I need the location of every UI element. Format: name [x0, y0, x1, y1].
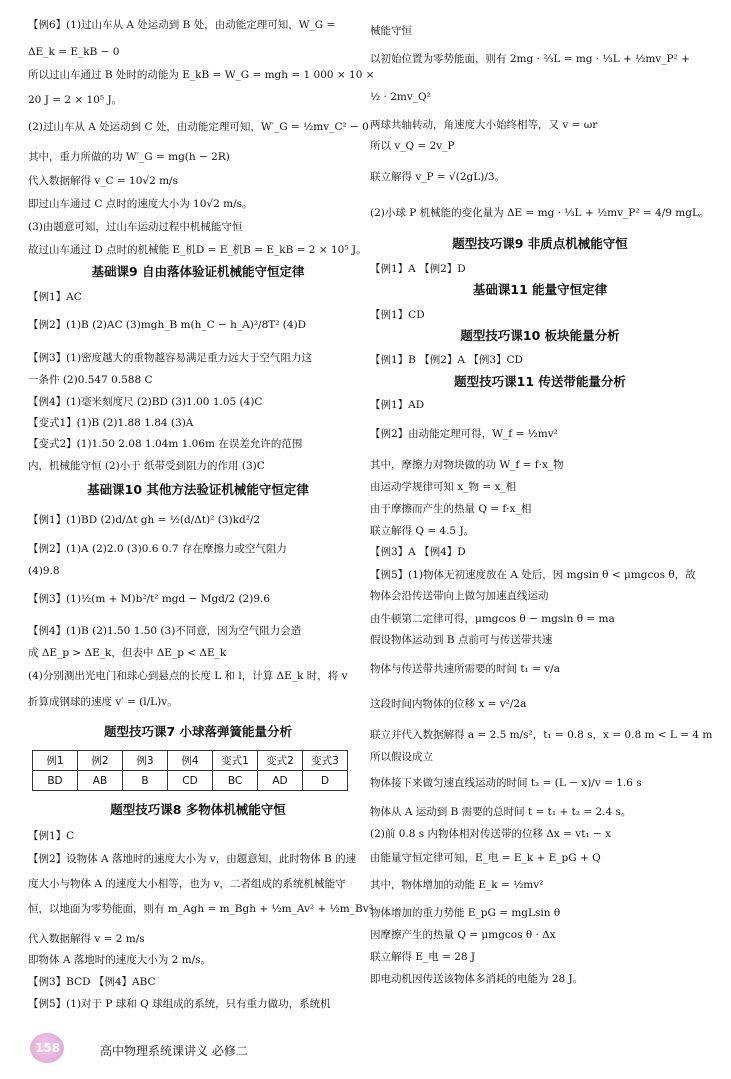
table-cell: CD: [168, 771, 213, 791]
text-line: (2)前 0.8 s 内物体相对传送带的位移 Δx = vt₁ − x: [370, 828, 612, 840]
text-line: 由牛顿第二定律可得，μmgcos θ − mgsin θ = ma: [370, 613, 615, 625]
section-heading: 基础课9 自由落体验证机械能守恒定律: [91, 264, 305, 279]
table-header-cell: 变式3: [303, 751, 348, 771]
text-line: 【例5】(1)物体无初速度放在 A 处后，因 mgsin θ < μmgcos θ，故: [370, 569, 696, 581]
text-line: 代入数据解得 v = 2 m/s: [28, 933, 145, 945]
table-header-cell: 变式2: [258, 751, 303, 771]
section-heading: 题型技巧课9 非质点机械能守恒: [452, 236, 628, 251]
table-header-cell: 变式1: [213, 751, 258, 771]
text-line: 【例2】(1)A (2)2.0 (3)0.6 0.7 存在摩擦力或空气阻力: [28, 543, 287, 555]
text-line: (4)9.8: [28, 565, 60, 577]
text-line: 【例3】(1)密度越大的重物越容易满足重力远大于空气阻力这: [28, 352, 313, 364]
text-line: 成 ΔE_p > ΔE_k，但表中 ΔE_p < ΔE_k: [28, 647, 227, 659]
text-line: ½ · 2mv_Q²: [370, 91, 431, 103]
text-line: 由于摩擦而产生的热量 Q = f·x_相: [370, 503, 532, 515]
table-header-cell: 例3: [123, 751, 168, 771]
text-line: 所以过山车通过 B 处时的动能为 E_kB = W_G = mgh = 1 000 × 10 ×: [28, 69, 375, 81]
text-line: 【例2】由动能定理可得，W_f = ½mv²: [370, 428, 558, 440]
text-line: 这段时间内物体的位移 x = v²/2a: [370, 698, 527, 710]
text-line: 由能量守恒定律可知，E_电 = E_k + E_pG + Q: [370, 852, 601, 864]
table-header-cell: 例1: [33, 751, 78, 771]
table-header-cell: 例4: [168, 751, 213, 771]
text-line: 物体与传送带共速所需要的时间 t₁ = v/a: [370, 663, 560, 675]
text-line: 折算成钢球的速度 v′ = (l/L)v。: [28, 696, 178, 708]
text-line: 故过山车通过 D 点时的机械能 E_机D = E_机B = E_kB = 2 × 10⁵ J。: [28, 244, 367, 256]
section-heading: 题型技巧课11 传送带能量分析: [454, 374, 626, 389]
text-line: 以初始位置为零势能面，则有 2mg · ⅔L = mg · ⅓L + ½mv_P² +: [370, 53, 690, 65]
text-line: 【例4】(1)B (2)1.50 1.50 (3)不同意，因为空气阻力会造: [28, 625, 302, 637]
text-line: 【例4】(1)毫米刻度尺 (2)BD (3)1.00 1.05 (4)C: [28, 396, 263, 408]
text-line: 所以 v_Q = 2v_P: [370, 140, 455, 152]
text-line: 【例1】AC: [28, 291, 82, 303]
text-line: 【变式1】(1)B (2)1.88 1.84 (3)A: [28, 417, 194, 429]
table-cell: B: [123, 771, 168, 791]
table-cell: D: [303, 771, 348, 791]
answer-table: [32, 750, 348, 791]
text-line: (2)小球 P 机械能的变化量为 ΔE = mg · ⅓L + ½mv_P² = 4/9 mgL。: [370, 207, 710, 219]
text-line: 【例3】BCD 【例4】ABC: [28, 976, 156, 988]
text-line: 物体接下来做匀速直线运动的时间 t₂ = (L − x)/v = 1.6 s: [370, 777, 642, 789]
page-number: 158: [35, 1041, 61, 1055]
text-line: 【例1】C: [28, 830, 75, 842]
text-line: (2)过山车从 A 处运动到 C 处，由动能定理可知，W′_G = ½mv_C² − 0: [28, 121, 369, 133]
text-line: 物体从 A 运动到 B 需要的总时间 t = t₁ + t₂ = 2.4 s。: [370, 806, 632, 818]
text-line: 【例2】(1)B (2)AC (3)mgh_B m(h_C − h_A)²/8T² (4)D: [28, 319, 307, 331]
text-line: 其中，摩擦力对物块做的功 W_f = f·x_物: [370, 459, 564, 471]
text-line: (3)由题意可知，过山车运动过程中机械能守恒: [28, 221, 243, 233]
text-line: 即物体 A 落地时的速度大小为 2 m/s。: [28, 954, 211, 966]
text-line: ΔE_k = E_kB − 0: [28, 46, 120, 58]
text-line: 联立解得 Q = 4.5 J。: [370, 525, 475, 537]
text-line: 因摩擦产生的热量 Q = μmgcos θ · Δx: [370, 929, 556, 941]
text-line: 械能守恒: [370, 25, 412, 37]
section-heading: 基础课11 能量守恒定律: [472, 282, 608, 297]
text-line: 【例3】(1)½(m + M)b²/t² mgd − Mgd/2 (2)9.6: [28, 593, 271, 605]
table-cell: AD: [258, 771, 303, 791]
text-line: 假设物体运动到 B 点前可与传送带共速: [370, 634, 553, 646]
text-line: 联立解得 v_P = √(2gL)/3。: [370, 171, 506, 183]
text-line: 所以假设成立: [370, 751, 433, 763]
table-header-cell: 例2: [78, 751, 123, 771]
table-row: [33, 751, 348, 771]
section-heading: 基础课10 其他方法验证机械能守恒定律: [87, 482, 309, 497]
text-line: 物体增加的重力势能 E_pG = mgLsin θ: [370, 907, 561, 919]
text-line: 联立解得 E_电 = 28 J: [370, 951, 476, 963]
text-line: 即过山车通过 C 点时的速度大小为 10√2 m/s。: [28, 198, 253, 210]
text-line: 代入数据解得 v_C = 10√2 m/s: [28, 175, 178, 187]
text-line: 联立并代入数据解得 a = 2.5 m/s²，t₁ = 0.8 s，x = 0.8 m < L = 4 m: [370, 729, 713, 741]
text-line: 20 J = 2 × 10⁵ J。: [28, 94, 123, 106]
text-line: 物体会沿传送带向上做匀加速直线运动: [370, 590, 549, 602]
section-heading: 题型技巧课10 板块能量分析: [460, 328, 620, 343]
book-title: 高中物理系统课讲义 必修二: [100, 1044, 248, 1058]
text-line: 【例3】A 【例4】D: [370, 546, 466, 558]
text-line: 【例1】A 【例2】D: [370, 263, 466, 275]
text-line: 一条件 (2)0.547 0.588 C: [28, 374, 153, 386]
table-cell: AB: [78, 771, 123, 791]
text-line: 【例1】B 【例2】A 【例3】CD: [370, 354, 523, 366]
table-row: [33, 771, 348, 791]
text-line: 【例1】(1)BD (2)d/Δt gh = ½(d/Δt)² (3)kd²/2: [28, 514, 261, 526]
text-line: 由运动学规律可知 x_物 = x_相: [370, 481, 517, 493]
text-line: 【例1】CD: [370, 309, 425, 321]
text-line: 【例5】(1)对于 P 球和 Q 球组成的系统，只有重力做功，系统机: [28, 998, 331, 1010]
section-heading: 题型技巧课8 多物体机械能守恒: [110, 802, 286, 817]
section-heading: 题型技巧课7 小球落弹簧能量分析: [103, 724, 293, 739]
text-line: 其中，物体增加的动能 E_k = ½mv²: [370, 879, 544, 891]
text-line: 【例1】AD: [370, 399, 425, 411]
text-line: 【例6】(1)过山车从 A 处运动到 B 处，由动能定理可知，W_G =: [28, 19, 336, 31]
text-line: 度大小与物体 A 的速度大小相等，也为 v，二者组成的系统机械能守: [28, 878, 346, 890]
text-line: 【变式2】(1)1.50 2.08 1.04m 1.06m 在误差允许的范围: [28, 438, 303, 450]
table-cell: BD: [33, 771, 78, 791]
text-line: 恒，以地面为零势能面，则有 m_Agh = m_Bgh + ½m_Av² + ½m_Bv²: [28, 903, 373, 915]
text-line: 【例2】设物体 A 落地时的速度大小为 v，由题意知，此时物体 B 的速: [28, 853, 357, 865]
table-cell: BC: [213, 771, 258, 791]
text-line: (4)分别测出光电门和球心到悬点的长度 L 和 l，计算 ΔE_k 时，将 v: [28, 670, 348, 682]
text-line: 其中，重力所做的功 W′_G = mg(h − 2R): [28, 151, 230, 163]
text-line: 两球共轴转动，角速度大小始终相等，又 v = ωr: [370, 119, 598, 131]
text-line: 内，机械能守恒 (2)小于 纸带受到阻力的作用 (3)C: [28, 460, 265, 472]
text-line: 即电动机因传送该物体多消耗的电能为 28 J。: [370, 973, 584, 985]
